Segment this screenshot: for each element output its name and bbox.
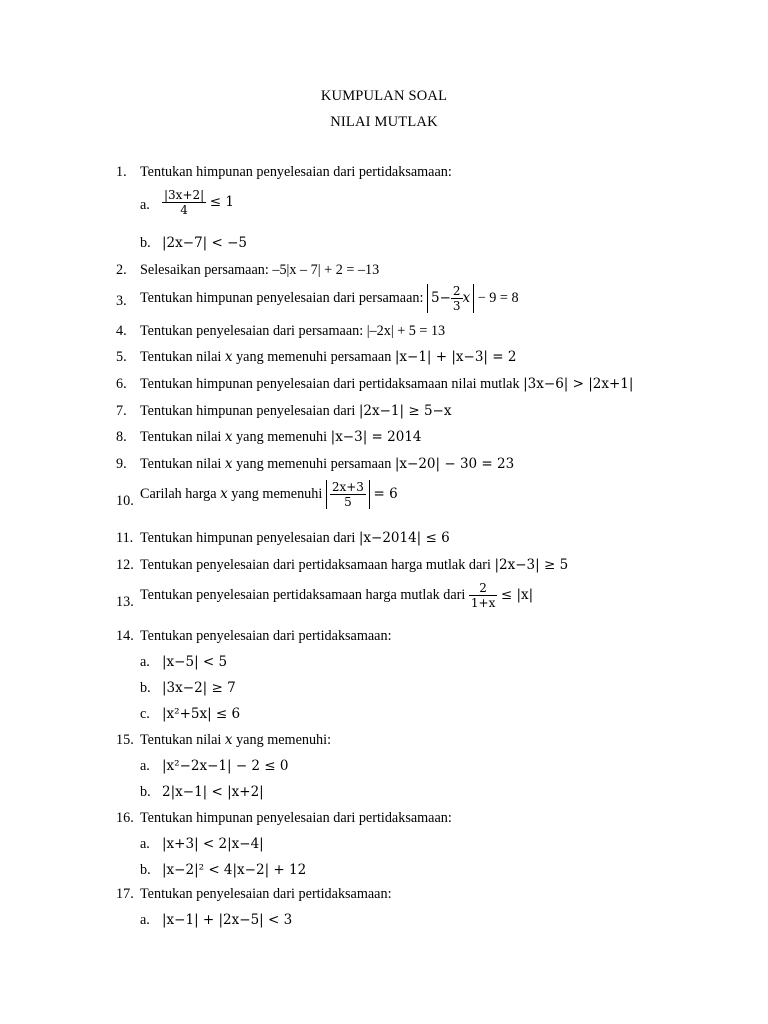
question-14a <box>140 653 228 671</box>
option-letter: a. <box>140 758 150 774</box>
math-expression: |x−3| = 2014 <box>330 429 422 445</box>
question-text: Tentukan penyelesaian dari pertidaksamaan: <box>140 886 392 902</box>
question-16 <box>116 809 452 827</box>
option-letter: a. <box>140 912 150 928</box>
option-letter: a. <box>140 197 150 213</box>
fraction: $\frac{|3x+2|}{4}$ <box>164 188 205 217</box>
question-3: 3. Tentukan himpunan penyelesaian dari persamaan: 5− $\frac{2}{3}$ x − 9 = 8 <box>116 284 519 313</box>
question-7: 7. Tentukan himpunan penyelesaian dari |2x−1| ≥ 5−x <box>116 403 452 419</box>
question-1b <box>140 234 247 252</box>
math-expression: |x²−2x−1| − 2 ≤ 0 <box>162 758 289 774</box>
question-number: 15. <box>116 732 134 748</box>
math-expression: |x+3| < 2|x−4| <box>162 836 264 852</box>
question-10: 10. Carilah harga x yang memenuhi $\frac{2x+3}{5}$ = 6 <box>116 480 398 509</box>
question-number: 3. <box>116 293 127 309</box>
math-expression: |x−2014| ≤ 6 <box>358 530 450 546</box>
question-14b <box>140 679 236 697</box>
option-letter: b. <box>140 680 151 696</box>
question-number: 5. <box>116 349 127 365</box>
option-letter: b. <box>140 862 151 878</box>
math-expression: |3x−2| ≥ 7 <box>162 680 236 696</box>
question-1a: a. $\frac{|3x+2|}{4}$ ≤ 1 <box>140 188 234 217</box>
question-17 <box>116 885 392 903</box>
question-number: 6. <box>116 376 127 392</box>
question-16b <box>140 861 307 879</box>
question-text: Tentukan himpunan penyelesaian dari pertidaksamaan: <box>140 164 452 180</box>
question-text: Selesaikan persamaan: –5|x – 7| + 2 = –13 <box>140 262 380 278</box>
question-14 <box>116 627 392 645</box>
question-15: 15. Tentukan nilai x yang memenuhi: <box>116 732 332 748</box>
option-letter: a. <box>140 836 150 852</box>
title-line-2: NILAI MUTLAK <box>330 114 438 130</box>
question-text: Tentukan himpunan penyelesaian dari persamaan: <box>140 289 424 306</box>
question-14c <box>140 705 241 723</box>
math-expression: |x−20| − 30 = 23 <box>394 456 515 472</box>
question-text: Tentukan himpunan penyelesaian dari pertidaksamaan: <box>140 810 452 826</box>
question-number: 9. <box>116 456 127 472</box>
option-letter: c. <box>140 706 150 722</box>
question-15a <box>140 757 289 775</box>
question-number: 17. <box>116 886 134 902</box>
math-expression: |2x−7| < −5 <box>162 235 247 251</box>
option-letter: b. <box>140 235 151 251</box>
question-number: 11. <box>116 530 134 546</box>
question-17a <box>140 911 293 929</box>
question-13: 13. Tentukan penyelesaian pertidaksamaan harga mutlak dari $\frac{2}{1+x}$ ≤ |x| <box>116 581 534 610</box>
question-text: Tentukan penyelesaian dari pertidaksamaan: <box>140 628 392 644</box>
question-9: 9. Tentukan nilai x yang memenuhi persamaan |x−20| − 30 = 23 <box>116 456 515 472</box>
question-11: 11. Tentukan himpunan penyelesaian dari |x−2014| ≤ 6 <box>116 530 450 546</box>
math-expression: |x−1| + |x−3| = 2 <box>394 349 517 365</box>
absolute-value-expression: 5− $\frac{2}{3}$ x <box>427 284 474 313</box>
question-number: 1. <box>116 164 127 180</box>
question-8: 8. Tentukan nilai x yang memenuhi |x−3| = 2014 <box>116 429 422 445</box>
question-16a <box>140 835 264 853</box>
math-expression: |2x−1| ≥ 5−x <box>358 403 452 419</box>
math-expression: |3x−6| > |2x+1| <box>523 376 634 392</box>
fraction: $\frac{2}{1+x}$ <box>470 581 496 610</box>
title-line-1: KUMPULAN SOAL <box>320 88 448 104</box>
question-text: Tentukan penyelesaian dari persamaan: |–2x| + 5 = 13 <box>140 323 446 339</box>
question-1 <box>116 163 452 181</box>
question-number: 12. <box>116 557 134 573</box>
math-expression: |2x−3| ≥ 5 <box>494 557 569 573</box>
question-5: 5. Tentukan nilai x yang memenuhi persamaan |x−1| + |x−3| = 2 <box>116 349 517 365</box>
question-number: 13. <box>116 594 134 610</box>
question-6: 6. Tentukan himpunan penyelesaian dari pertidaksamaan nilai mutlak |3x−6| > |2x+1| <box>116 376 634 392</box>
question-12: 12. Tentukan penyelesaian dari pertidaksamaan harga mutlak dari |2x−3| ≥ 5 <box>116 557 569 573</box>
question-number: 16. <box>116 810 134 826</box>
option-letter: a. <box>140 654 150 670</box>
question-number: 8. <box>116 429 127 445</box>
question-number: 10. <box>116 493 134 509</box>
question-number: 7. <box>116 403 127 419</box>
absolute-value-expression: $\frac{2x+3}{5}$ <box>326 480 370 509</box>
question-2 <box>116 261 380 279</box>
math-expression: |x²+5x| ≤ 6 <box>162 706 241 722</box>
math-expression: |x−5| < 5 <box>162 654 228 670</box>
question-number: 2. <box>116 262 127 278</box>
math-expression: |x−2|² < 4|x−2| + 12 <box>162 862 307 878</box>
option-letter: b. <box>140 784 151 800</box>
question-15b <box>140 783 264 801</box>
question-number: 14. <box>116 628 134 644</box>
math-expression: 2|x−1| < |x+2| <box>162 784 264 800</box>
question-number: 4. <box>116 323 127 339</box>
question-4 <box>116 322 446 340</box>
math-expression: |x−1| + |2x−5| < 3 <box>162 912 293 928</box>
